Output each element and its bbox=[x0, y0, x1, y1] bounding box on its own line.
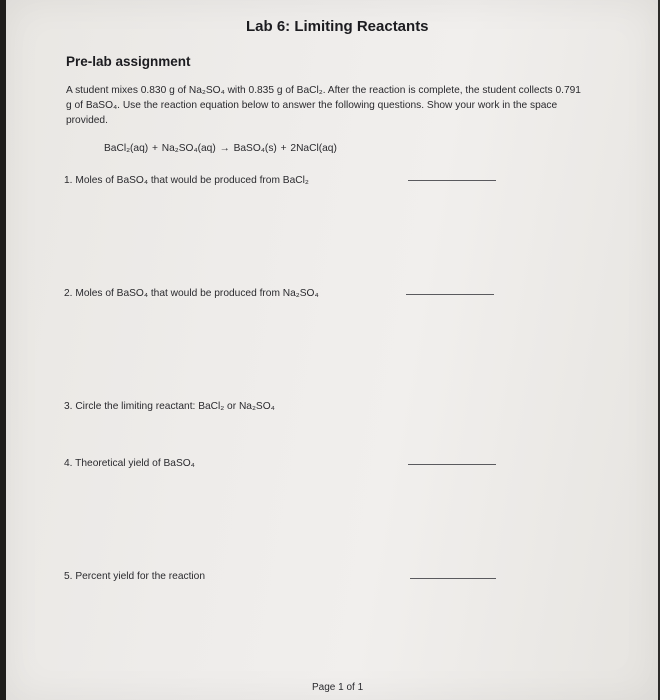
page-footer: Page 1 of 1 bbox=[312, 682, 364, 693]
question-1: 1. Moles of BaSO₄ that would be produced from BaCl₂ bbox=[64, 175, 309, 186]
problem-statement: A student mixes 0.830 g of Na₂SO₄ with 0.835 g of BaCl₂. After the reaction is complete, the student collects 0.791 g of BaSO₄. Use the reaction equation below to answer the following questions. Show your work in the space provided. bbox=[66, 85, 581, 126]
question-4: 4. Theoretical yield of BaSO₄ bbox=[64, 458, 195, 469]
question-3: 3. Circle the limiting reactant: BaCl₂ or Na₂SO₄ bbox=[64, 401, 275, 412]
answer-blank-2[interactable] bbox=[406, 294, 494, 295]
question-2: 2. Moles of BaSO₄ that would be produced from Na₂SO₄ bbox=[64, 288, 319, 299]
answer-blank-4[interactable] bbox=[408, 464, 496, 465]
question-5: 5. Percent yield for the reaction bbox=[64, 571, 206, 582]
answer-blank-5[interactable] bbox=[410, 578, 496, 579]
reaction-equation: BaCl₂(aq) + Na₂SO₄(aq) → BaSO₄(s) + 2NaCl(aq) bbox=[104, 143, 337, 154]
answer-blank-1[interactable] bbox=[408, 180, 496, 181]
page-title: Lab 6: Limiting Reactants bbox=[246, 18, 429, 35]
section-heading: Pre-lab assignment bbox=[66, 54, 191, 69]
worksheet-page bbox=[6, 0, 658, 700]
